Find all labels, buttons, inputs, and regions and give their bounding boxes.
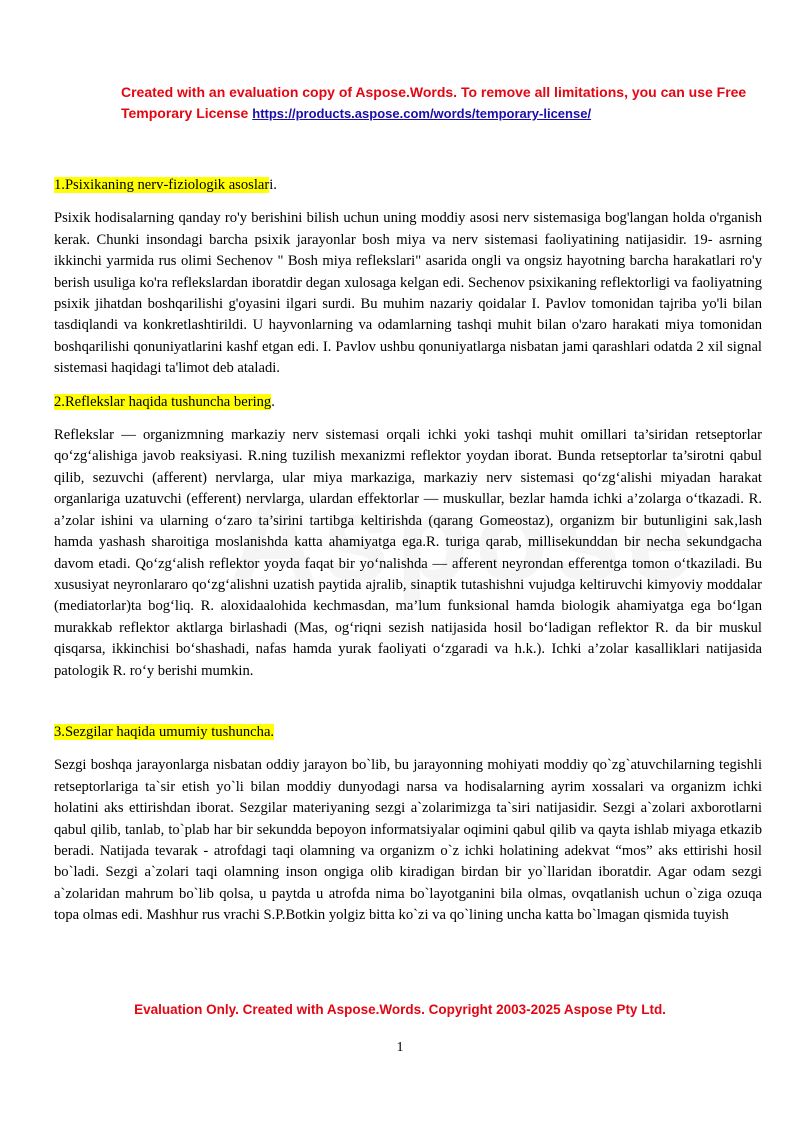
- section-2-paragraph: Reflekslar — organizmning markaziy nerv sistemasi orqali ichki yoki tashqi muhit omillari ta’siridan retseptorlar qo‘zg‘alishiga javob reaksiyasi. R.ning tuzilish mexanizmi reflektor yoydan iborat. Bunda retseptorlar ta’sirotni qabul qilib, sezuvchi (afferent) nervlarga, ular miya markaziga, markaziy nerv sistemasi qo‘zg‘alishi miyadan harakat organlariga uzatuvchi (efferent) nervlarga, ulardan effektorlar — muskullar, bezlar hamda ichki a’zolarga o‘tkazadi. R. a’zolar ishini va ularning o‘zaro ta’sirini tartibga keltirishda (qarang Gomeostaz), organizm bir butunligini sak‚lash hamda yashash sharoitiga moslanishda katta ahamiyatga ega.R. turiga qarab, millisekunddan bir necha sekundgacha davom etadi. Qo‘zg‘alish reflektor yoyda faqat bir yo‘nalishda — afferent neyrondan efferentga tomon o‘tkaziladi. Bu xususiyat neyronlararo qo‘zg‘alishni uzatish paytida ajralib, sinaptik tutashishni vujudga keltiruvchi kimyoviy moddalar (mediatorlar)ta bog‘liq. R. aloxidaalohida kechmasdan, ma’lum funksional hamda biologik ahamiyatga ega bo‘lgan murakkab reflektor aktlarga birlashadi (Mas, og‘riqni sezish natijasida hosil bo‘ladigan reflektor R. da bir muskul qisqarsa, ikkinchisi bo‘shashadi, nafas hamda yurak faoliyati o‘zgaradi va h.k.). Ichki a’zolar kasalliklari natijasida patologik R. ro‘y berishi mumkin.: [54, 427, 762, 679]
- document-body: [54, 175, 762, 939]
- temporary-license-link[interactable]: https://products.aspose.com/words/temporary-license/: [252, 106, 592, 121]
- section-1-paragraph: Psixik hodisalarning qanday ro'y berishini bilish uchun uning moddiy asosi nerv sistemasiga bog'langan holda o'rganish kerak. Chunki insondagi barcha psixik jarayonlar bosh miya va nerv sistemasi faoliyatining natijasidir. 19- asrning ikkinchi yarmida rus olimi Sechenov " Bosh miya reflekslari" asarida ongli va ongsiz hayotning barcha harakatlari ro'y berish usuliga ko'ra reflekslardan iboratdir degan xulosaga kelgan edi. Sechenov psixikaning reflektorligi va faoliyatning psixik jihatdan boshqarilishi g'oyasini ilgari surdi. Bu muhim nazariy qoidalar I. Pavlov tomonidan tajriba yo'li bilan tasdiqlandi va konkretlashtirildi. U hayvonlarning va odamlarning tashqi muhit bilan o'zaro harakati miya tomonidan boshqarilishi qonuniyatlarini kashf etgan edi. I. Pavlov ushbu qonuniyatlarga nisbatan jami qarashlari odatda 2 xil signal sistemasi haqidagi ta'limot deb ataladi.: [54, 210, 762, 377]
- section-1-heading: [54, 175, 762, 196]
- section-1-heading-tail: i.: [269, 177, 277, 193]
- evaluation-notice: [121, 82, 761, 124]
- evaluation-footer: Evaluation Only. Created with Aspose.Words. Copyright 2003-2025 Aspose Pty Ltd.: [134, 1002, 666, 1017]
- page-number: 1: [396, 1040, 404, 1055]
- section-2-heading: [54, 392, 762, 413]
- evaluation-notice-text: Created with an evaluation copy of Aspose.Words. To remove all limitations, you can use Free Temporary License: [121, 84, 747, 121]
- section-1-heading-highlight: 1.Psixikaning nerv-fiziologik asoslar: [54, 177, 270, 193]
- section-3-heading-highlight: 3.Sezgilar haqida umumiy tushuncha.: [54, 723, 275, 740]
- section-2-heading-highlight: 2.Reflekslar haqida tushuncha bering: [54, 393, 272, 410]
- section-2-heading-tail: .: [271, 393, 275, 410]
- section-3-paragraph: Sezgi boshqa jarayonlarga nisbatan oddiy jarayon bo`lib, bu jarayonning mohiyati moddiy qo`zg`atuvchilarning tegishli retseptorlariga ta`sir etish yo`li bilan moddiy dunyodagi narsa va hodisalarning ayrim xossalari va organizm ichki holatini aks ettirishdan iborat. Sezgilar materiyaning sezgi a`zolarimizga ta`siri natijasidir. Sezgi a`zolari axborotlarni qabul qilib, tanlab, to`plab har bir sekundda bepoyon informatsiyalar oqimini qabul qilib va qayta ishlab miyaga etkazib beradi. Natijada tevarak - atrofdagi taqi olamning va organizm o`z ichki holatining adekvat “mos” aks ettirishi hosil bo`ladi. Sezgi a`zolari taqi olamning inson ongiga olib kiradigan birdan bir yo`llaridan iboratdir. Agar odam sezgi a`zolaridan mahrum bo`lib qolsa, u paytda u atrofda nima bo`layotganini bila olmas, ovqatlanish uchun o`ziga ozuqa topa olmas edi. Mashhur rus vrachi S.P.Botkin yolgiz bitta ko`zi va qo`lining uncha katta bo`lmagan qismida tuyish: [54, 757, 762, 924]
- section-3-heading: [54, 722, 762, 743]
- spacer: [54, 694, 762, 722]
